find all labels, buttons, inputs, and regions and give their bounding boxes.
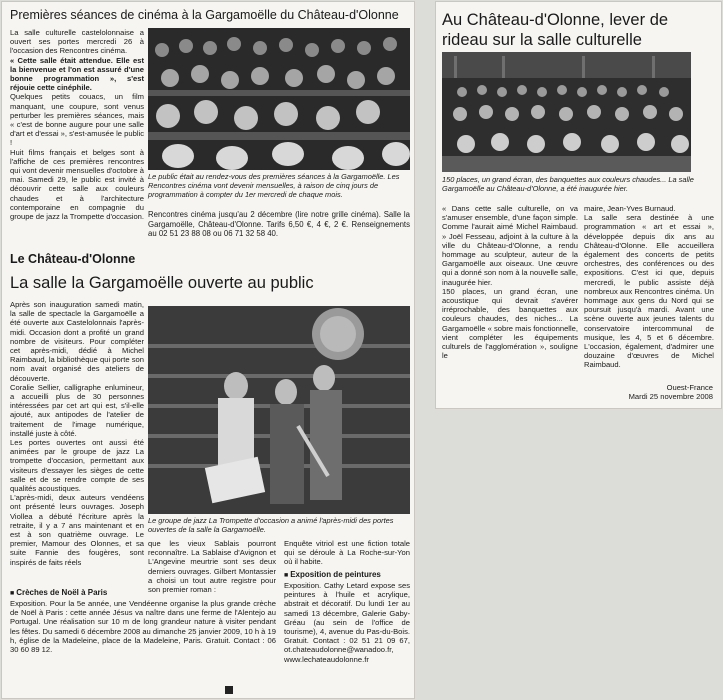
publication-date: Mardi 25 novembre 2008 <box>628 392 713 401</box>
paragraph: maire, Jean-Yves Burnaud. <box>584 204 676 213</box>
left-clipping <box>2 2 414 698</box>
paragraph: L'après-midi, deux auteurs vendéens ont présenté leurs ouvrages. Joseph Viollea a débuté l'écriture après la retraite, il y a 7 ans maintenant et en est à son quatrième ouvrage. Le premier, Mamour des Olonnes, et sa suite Fannie des fougères, sont inspirés de faits réels <box>10 493 144 567</box>
expo-peintures-title: ■ Exposition de peintures <box>284 570 381 579</box>
paragraph: Quelques petits couacs, un film manquant, une coupure, sont venus perturber les premières séances, mais « c'est de bonne augure pour une salle d'art et d'essai », s'est-amusée le public ! <box>10 92 144 148</box>
article-portes-ouvertes-column <box>10 300 144 567</box>
source-newspaper: Ouest-France <box>666 383 713 392</box>
paragraph: Huit films français et belges sont à l'affiche de ces premières rencontres qui vont devenir mensuelles d'octobre à mai. Samedi 29, le public est invité à découvrir cette salle aux couleurs chaudes et à l'architecture contemporaine en compagnie du groupe de jazz la Trompette d'occasion. <box>10 147 144 222</box>
cinema-audience-photo <box>148 28 410 170</box>
creches-noel-text: Exposition. Pour la 5e année, une Vendéenne organise la plus grande crèche de Noël à Paris : cette année Jésus va naître dans une ferme de l'Alentejo au Portugal. Une réalisation sur 10 m de long grandeur nature à visiter pendant les fêtes. Du samedi 6 décembre 2008 au dimanche 25 janvier 2009, 10 h à 19 h, église de la Madeleine, place de la Madeleine, Paris. Gratuit. Contact : 06 30 60 89 12. <box>10 599 276 655</box>
photo-caption: Le public était au rendez-vous des premières séances à la Gargamoëlle. Les Rencontres cinéma vont devenir mensuelles, à raison de cinq jours de programmation à compter du 1er mercredi de chaque mois. <box>148 172 400 199</box>
headline-premieres-seances: Premières séances de cinéma à la Gargamoëlle du Château-d'Olonne <box>10 8 399 22</box>
auditorium-photo <box>442 52 691 172</box>
paragraph: Les portes ouvertes ont aussi été animées par le groupe de jazz La trompette d'occasion, permettant aux visiteurs d'essayer les sièges de cette salle et de se rendre compte de ses qualités acoustiques. <box>10 438 144 494</box>
headline-lever-de-rideau: Au Château-d'Olonne, lever de rideau sur la salle culturelle <box>442 11 669 49</box>
town-heading: Le Château-d'Olonne <box>10 252 136 266</box>
paragraph: « Dans cette salle culturelle, on va s'amuser ensemble, d'une façon simple. Comme l'aurait aimé Michel Raimbaud. » Joël Fesseau, adjoint à la culture à la ville du Château-d'Olonne, a rendu hommage au sculpteur, auteur de la Gargamoëlle aux oiseaux. Une œuvre qui a donné son nom à la nouvelle salle, inaugurée hier. <box>442 204 578 287</box>
article-cinema-column <box>10 28 144 221</box>
headline-salle-ouverte: La salle la Gargamoëlle ouverte au public <box>10 274 314 292</box>
right-clipping <box>436 2 721 408</box>
info-rencontres-cinema: Rencontres cinéma jusqu'au 2 décembre (lire notre grille cinéma). Salle la Gargamoëlle, Château-d'Olonne. Tarifs 6,50 €, 4 €, 2 €. Renseignements au 02 51 23 88 08 ou 06 71 32 58 40. <box>148 210 410 239</box>
article-inauguration-column1 <box>442 204 578 360</box>
paragraph: Après son inauguration samedi matin, la salle de spectacle la Gargamoëlle a été ouverte aux Castelolonnais l'après-midi. Occasion dont a profité un grand nombre de visiteurs. Pour compléter cet après-midi, dédié à Michel Raimbaud, la bibliothèque qui porte son nom avait organisé des ateliers de découverte. <box>10 300 144 383</box>
jazz-band-photo <box>148 306 410 514</box>
paragraph: 150 places, un grand écran, une acoustique qui devrait s'avérer irréprochable, des banquettes aux couleurs chaudes, des niches... La Gargamoëlle « sobre mais fonctionnelle, vient compléter les équipements culturels de l'agglomération », souligne le <box>442 286 578 361</box>
page-marker <box>225 686 233 694</box>
article-inauguration-column2 <box>584 204 714 370</box>
paragraph: « Cette salle était attendue. Elle est la bienvenue et l'on est assuré d'une bonne programmation », s'est réjouie cette cinéphile. <box>10 55 144 93</box>
article-continuation: Enquête vitriol est une fiction totale qui se déroule à La Roche-sur-Yon où il habite. <box>284 539 410 567</box>
paragraph: La salle sera destinée à une programmation « art et essai », développée depuis dix ans au Château-d'Olonne. Elle accueillera également des concerts de petits orchestres, des conférences ou des expositions. C'est ici que, depuis mercredi, le public assiste déjà nombreux aux Rencontres cinéma. Un hommage aux gens du Nord qui se poursuit jusqu'à mardi. Avant une scène ouverte aux jeunes talents du conservatoire intercommunal de musique, les 4, 5 et 6 décembre. L'occasion, également, d'admirer une douzaine d'œuvres de Michel Raimbaud. <box>584 213 714 370</box>
paragraph: La salle culturelle castelolonnaise a ouvert ses portes mercredi 26 à l'occasion des Rencontres cinéma. <box>10 28 144 56</box>
article-continuation: que les vieux Sablais pourront reconnaître. La Sablaise d'Avignon et L'Angevine meurtrie sont ses deux derniers ouvrages. Gilbert Montassier a choisi un tout autre registre pour son premier roman : <box>148 539 276 595</box>
photo-caption: Le groupe de jazz La Trompette d'occasion a animé l'après-midi des portes ouvertes de la salle la Gargamoëlle. <box>148 516 394 534</box>
expo-peintures-text: Exposition. Cathy Letard expose ses peintures à l'huile et acrylique, abstrait et décoratif. Du lundi 1er au samedi 13 décembre, Galerie Gaby-Gréau (au sein de l'office de tourisme), 4, avenue du Pas-du-Bois. Gratuit. Contact : 02 51 21 09 67, ot.chateaudolonne@wanadoo.fr, www.lechateaudolonne.fr <box>284 581 410 664</box>
photo-caption: 150 places, un grand écran, des banquettes aux couleurs chaudes... La salle Gargamoëlle au Château-d'Olonne, a été inaugurée hier. <box>442 175 694 193</box>
paragraph: Coralie Sellier, calligraphe enlumineur, a accueilli plus de 30 personnes intéressées par cet art qui est, s'il-elle ajouté, aux antipodes de l'atelier de traitement de l'image numérique, installé juste à côté. <box>10 382 144 438</box>
creches-noel-title: ■ Crèches de Noël à Paris <box>10 588 107 597</box>
